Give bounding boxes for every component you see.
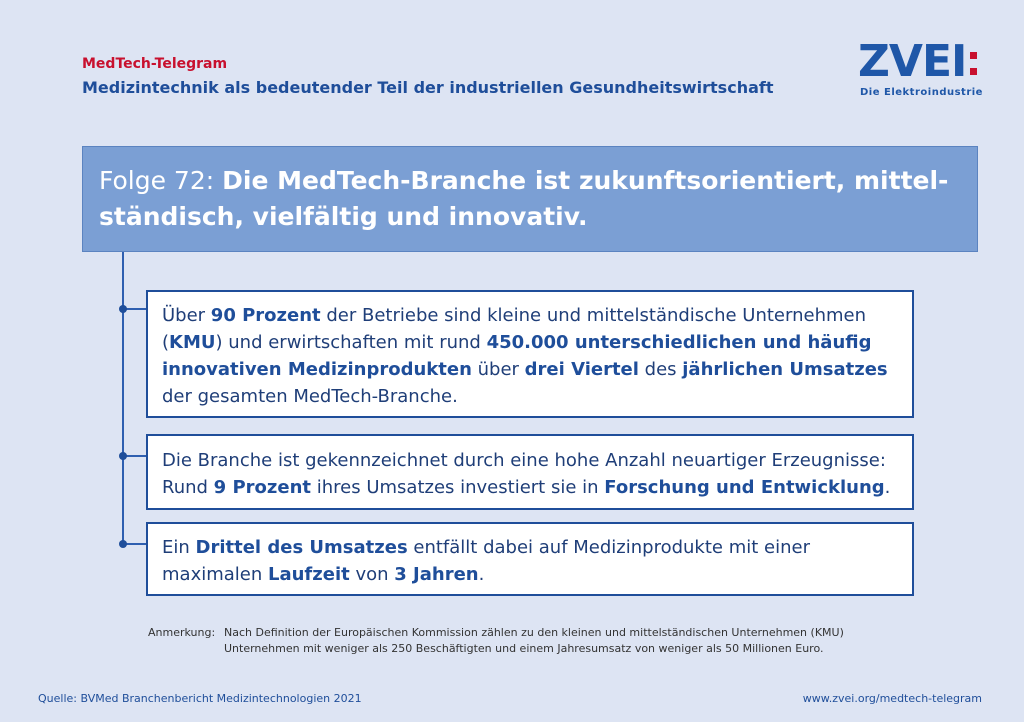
timeline-connector-3 (124, 543, 146, 545)
timeline-connector-1 (124, 308, 146, 310)
logo-colon-dot-bottom (970, 68, 977, 75)
body-text: Die Branche ist gekennzeichnet durch eine hohe Anzahl neuartiger Erzeugnisse: Rund (162, 450, 886, 498)
fact-card-1 (146, 290, 914, 418)
logo-wordmark: ZVEI (858, 36, 967, 87)
highlight-text: Drittel des Umsatzes (195, 537, 408, 558)
note-line-1: Nach Definition der Europäischen Kommission zählen zu den kleinen und mittelständischen Unternehmen (KMU) (224, 626, 844, 639)
body-text: . (884, 477, 891, 498)
body-text: ihres Umsatzes investiert sie in (311, 477, 605, 498)
body-text: der Betriebe sind kleine und mittelständische Unternehmen ( (162, 305, 866, 353)
episode-title: Die MedTech-Branche ist zukunftsorientiert, mittel-ständisch, vielfältig und innovativ. (99, 166, 949, 231)
note-line-2: Unternehmen mit weniger als 250 Beschäftigten und einem Jahresumsatz von weniger als 50 Millionen Euro. (224, 642, 824, 655)
body-text: entfällt dabei auf Medizinprodukte mit einer maximalen (162, 537, 810, 585)
highlight-text: 90 Prozent (210, 305, 321, 326)
highlight-text: 9 Prozent (213, 477, 312, 498)
body-text: Ein (162, 537, 196, 558)
kicker: MedTech-Telegram (82, 56, 228, 72)
timeline-dot-3 (119, 540, 127, 548)
timeline-dot-2 (119, 452, 127, 460)
highlight-text: KMU (169, 332, 216, 353)
body-text: über (471, 359, 525, 380)
body-text: des (638, 359, 683, 380)
timeline-line (122, 252, 124, 544)
fact-card-3 (146, 522, 914, 596)
highlight-text: drei Viertel (524, 359, 639, 380)
highlight-text: Forschung und Entwicklung (604, 477, 885, 498)
note-label: Anmerkung: (148, 626, 216, 639)
highlight-text: Laufzeit (268, 564, 350, 585)
highlight-text: jährlichen Umsatzes (682, 359, 888, 380)
fact-card-2 (146, 434, 914, 510)
note-text (224, 625, 844, 657)
body-text: ) und erwirtschaften mit rund (215, 332, 487, 353)
highlight-text: 3 Jahren (394, 564, 479, 585)
body-text: von (349, 564, 395, 585)
highlight-text: 450.000 unterschiedlichen und häufig innovativen Medizinprodukten (162, 332, 872, 380)
body-text: . (478, 564, 485, 585)
logo-tagline: Die Elektroindustrie (860, 87, 983, 98)
zvei-logo[interactable] (858, 36, 983, 102)
episode-banner (82, 146, 978, 252)
source-credit: Quelle: BVMed Branchenbericht Medizintechnologien 2021 (38, 692, 362, 705)
logo-colon-dot-top (970, 52, 977, 59)
page-subtitle: Medizintechnik als bedeutender Teil der industriellen Gesundheitswirtschaft (82, 78, 774, 97)
timeline-connector-2 (124, 455, 146, 457)
website-link[interactable]: www.zvei.org/medtech-telegram (802, 692, 982, 705)
body-text: der gesamten MedTech-Branche. (162, 386, 458, 407)
body-text: Über (162, 305, 211, 326)
episode-number: Folge 72: (99, 166, 215, 195)
timeline-dot-1 (119, 305, 127, 313)
